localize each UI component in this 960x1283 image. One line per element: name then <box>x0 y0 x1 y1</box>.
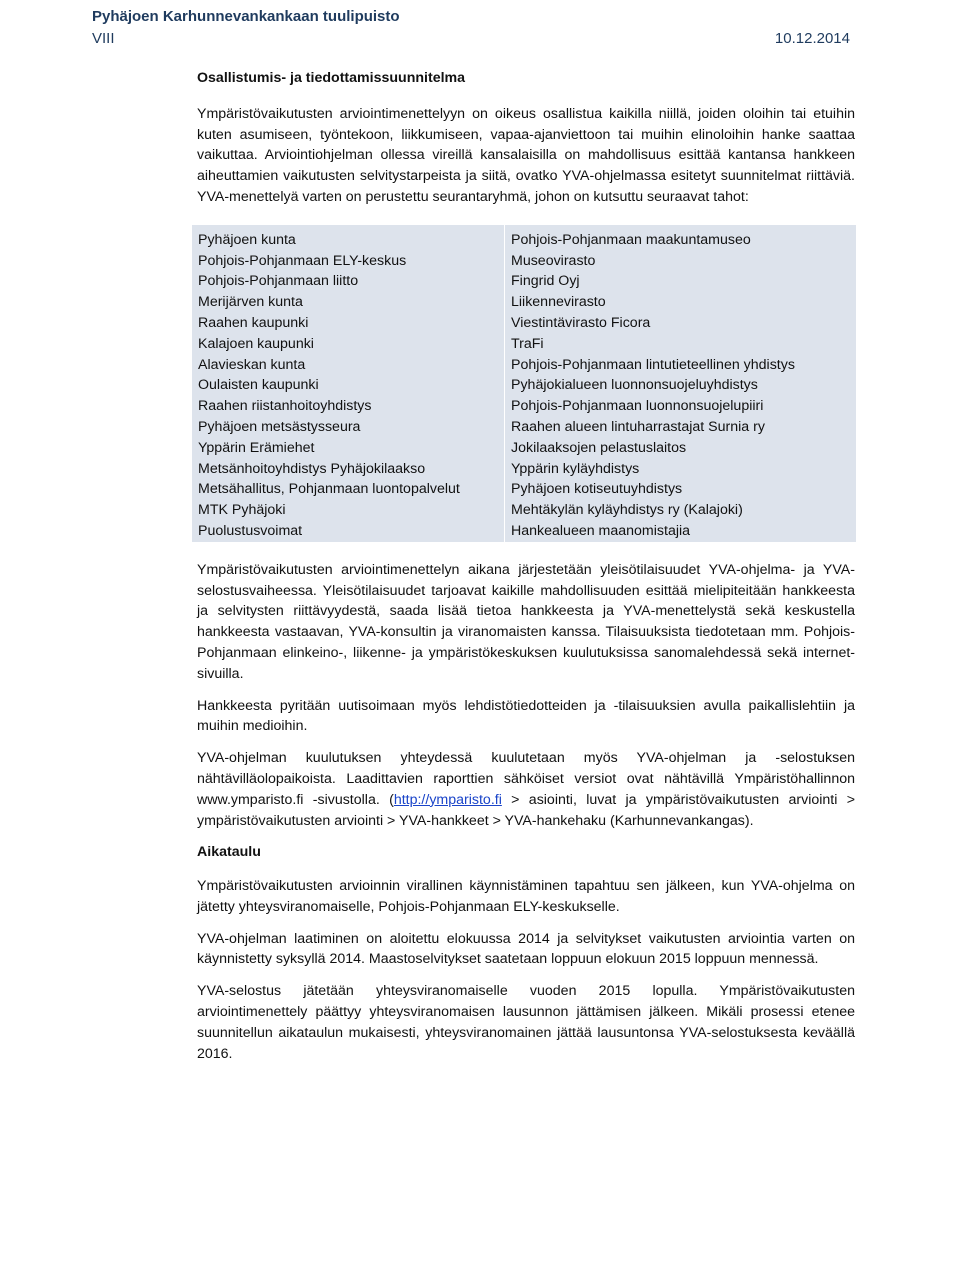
intro-paragraph: Ympäristövaikutusten arviointimenettelyyn on oikeus osallistua kaikilla niillä, joiden oloihin tai etuihin kuten asumiseen, työntekoon, liikkumiseen, vapaa-ajanviettoon tai muihin elinoloihin hanke saattaa vaikuttaa. Arviointiohjelman ollessa vireillä kansalaisilla on mahdollisuus esittää kantansa hankkeen aiheuttamien vaikutusten selvitystarpeista ja siitä, ovatko YVA-ohjelmassa esitetyt suunnitelmat riittäviä. YVA-menettelyä varten on perustettu seurantaryhmä, johon on kutsuttu seuraavat tahot: <box>197 105 855 205</box>
stakeholder-item: Pyhäjokialueen luonnonsuojeluyhdistys <box>511 377 758 394</box>
document-header-title: Pyhäjoen Karhunnevankankaan tuulipuisto <box>92 8 400 25</box>
stakeholder-item: TraFi <box>511 335 544 352</box>
stakeholder-item: Puolustusvoimat <box>198 522 303 539</box>
stakeholder-column-right <box>505 224 857 542</box>
stakeholder-item: Raahen alueen lintuharrastajat Surnia ry <box>511 418 765 435</box>
stakeholder-item: Yppärin kyläyhdistys <box>511 460 640 477</box>
stakeholder-item: Yppärin Erämiehet <box>198 439 315 456</box>
stakeholder-item: MTK Pyhäjoki <box>198 502 286 519</box>
stakeholder-item: Pohjois-Pohjanmaan maakuntamuseo <box>511 231 751 248</box>
stakeholder-item: Pyhäjoen metsästysseura <box>198 418 361 435</box>
table-row <box>192 224 857 542</box>
stakeholder-item: Merijärven kunta <box>198 294 303 311</box>
schedule-paragraph-progress: YVA-ohjelman laatiminen on aloitettu elokuussa 2014 ja selvitykset vaikutusten arviointia varten on käynnistetty syksyllä 2014. Maastoselvitykset saatetaan loppuun elokuun 2015 loppuun mennessä. <box>197 930 855 968</box>
stakeholder-item: Kalajoen kaupunki <box>198 335 314 352</box>
document-section-code: VIII <box>92 30 115 47</box>
section-heading: Osallistumis- ja tiedottamissuunnitelma <box>197 70 466 86</box>
stakeholder-item: Pyhäjoen kunta <box>198 231 296 248</box>
announcement-text-continued: > asiointi, luvat ja ympäristövaikutusten arviointi > ympäristövaikutusten arviointi > YVA-hankkeet > YVA-hankehaku (Karhunnevankangas). <box>197 791 855 829</box>
stakeholder-item: Viestintävirasto Ficora <box>511 314 651 331</box>
stakeholder-item: Jokilaaksojen pelastuslaitos <box>511 439 687 456</box>
announcement-text: YVA-ohjelman kuulutuksen yhteydessä kuulutetaan myös YVA-ohjelman ja -selostuksen nähtävilläolopaikoista. Laadittavien raporttien sähköiset versiot ovat nähtävillä Ympäristöhallinnon www.ymparisto.fi -sivustolla. ( <box>197 750 855 808</box>
ymparisto-link[interactable]: http://ymparisto.fi <box>393 791 502 808</box>
stakeholder-item: Pohjois-Pohjanmaan luonnonsuojelupiiri <box>511 398 764 415</box>
stakeholder-item: Pyhäjoen kotiseutuyhdistys <box>511 481 683 498</box>
stakeholder-item: Fingrid Oyj <box>511 273 580 290</box>
stakeholder-item: Alavieskan kunta <box>198 356 306 373</box>
events-paragraph: Ympäristövaikutusten arviointimenettelyn aikana järjestetään yleisötilaisuudet YVA-ohjelma- ja YVA-selostusvaiheessa. Yleisötilaisuudet tarjoavat kaikille mahdollisuuden esittää mielipiteitään hankkeesta ja selvitysten riittävyydestä, saada lisää tietoa hankkeesta ja YVA-menettelystä sekä keskustella hankkeesta vastaavan, YVA-konsultin ja viranomaisten kanssa. Tilaisuuksista tiedotetaan mm. Pohjois-Pohjanmaan elinkeino-, liikenne- ja ympäristökeskuksen kuulutuksissa sanomalehdessä sekä internet-sivuilla. <box>197 561 855 682</box>
stakeholder-item: Hankealueen maanomistajia <box>511 522 691 539</box>
stakeholder-item: Oulaisten kaupunki <box>198 377 319 394</box>
stakeholder-column-left <box>192 224 505 542</box>
stakeholder-item: Metsänhoitoyhdistys Pyhäjokilaakso <box>198 460 426 477</box>
stakeholder-item: Pohjois-Pohjanmaan lintutieteellinen yhdistys <box>511 356 795 373</box>
schedule-paragraph-start: Ympäristövaikutusten arvioinnin virallinen käynnistäminen tapahtuu sen jälkeen, kun YVA-ohjelma on jätetty yhteysviranomaiselle, Pohjois-Pohjanmaan ELY-keskukselle. <box>197 878 855 915</box>
stakeholder-table <box>191 224 857 543</box>
stakeholder-item: Museovirasto <box>511 252 596 269</box>
announcement-paragraph <box>197 748 855 831</box>
stakeholder-item: Liikennevirasto <box>511 294 606 311</box>
stakeholder-item: Raahen kaupunki <box>198 314 309 331</box>
stakeholder-item: Pohjois-Pohjanmaan ELY-keskus <box>198 252 407 269</box>
stakeholder-item: Mehtäkylän kyläyhdistys ry (Kalajoki) <box>511 502 743 519</box>
document-date: 10.12.2014 <box>774 30 850 47</box>
schedule-paragraph-end: YVA-selostus jätetään yhteysviranomaiselle vuoden 2015 lopulla. Ympäristövaikutusten arviointimenettely päättyy yhteysviranomaisen lausunnon jättämisen jälkeen. Mikäli prosessi etenee suunnitellun aikataulun mukaisesti, yhteysviranomainen jättää lausuntonsa YVA-selostuksesta keväällä 2016. <box>197 983 855 1062</box>
document-body <box>197 68 855 1075</box>
stakeholder-item: Raahen riistanhoitoyhdistys <box>198 398 372 415</box>
media-paragraph: Hankkeesta pyritään uutisoimaan myös lehdistötiedotteiden ja -tilaisuuksien avulla paikallislehtiin ja muihin medioihin. <box>197 697 855 735</box>
stakeholder-item: Metsähallitus, Pohjanmaan luontopalvelut <box>198 481 460 498</box>
schedule-heading: Aikataulu <box>197 844 261 861</box>
stakeholder-item: Pohjois-Pohjanmaan liitto <box>198 273 359 290</box>
